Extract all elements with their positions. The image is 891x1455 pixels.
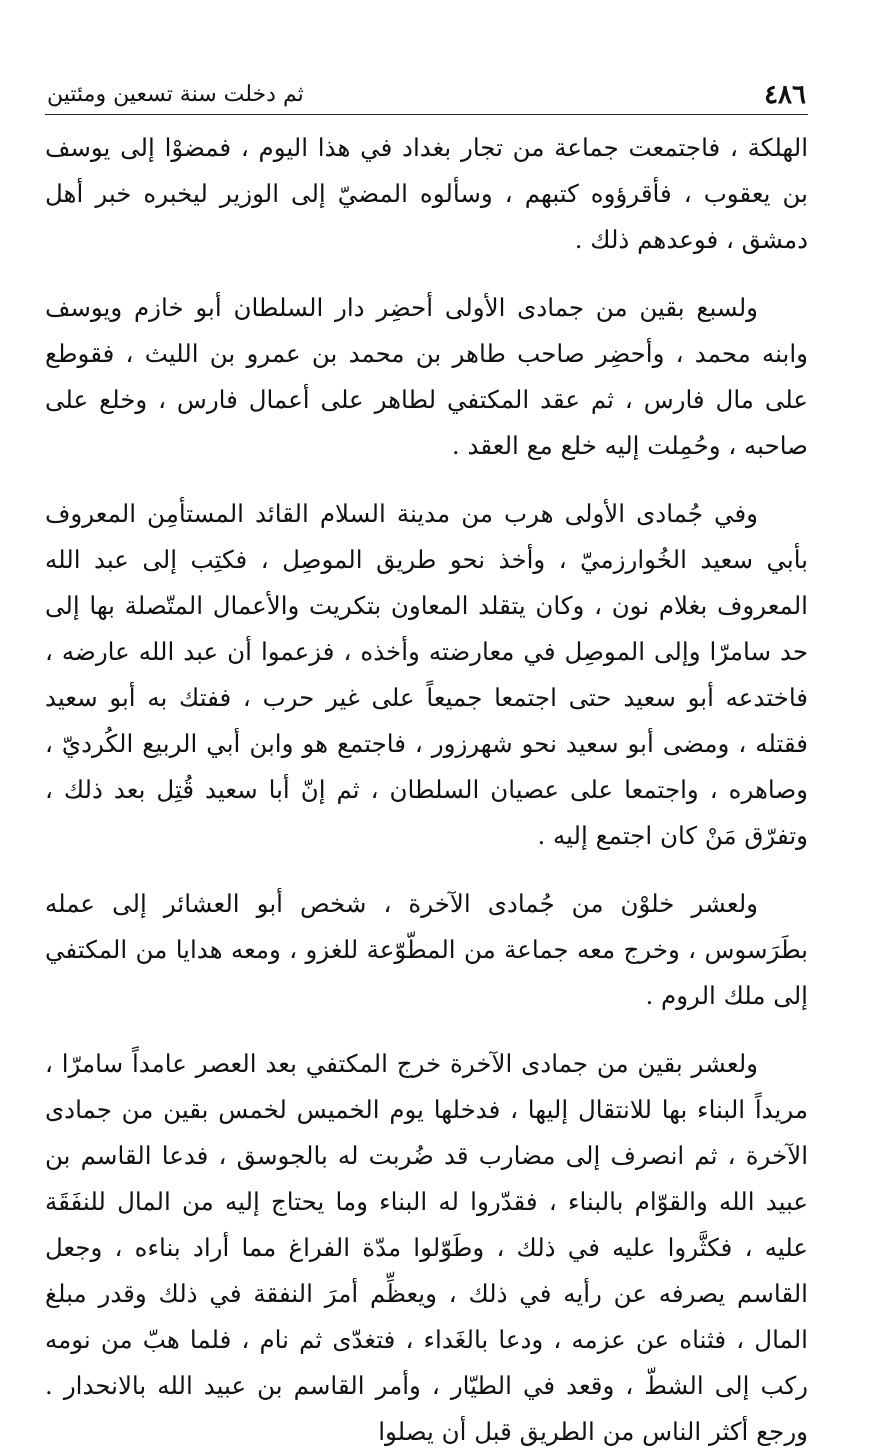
paragraph-2: ولسبع بقين من جمادى الأولى أحضِر دار السلطان أبو خازم ويوسف وابنه محمد ، وأحضِر صاحب طاهر بن محمد بن عمرو بن الليث ، فقوطع على مال فارس ، ثم عقد المكتفي لطاهر على أعمال فارس ، وخلع على صاحبه ، وحُمِلت إليه خلع مع العقد . <box>45 293 808 460</box>
paragraph-3: وفي جُمادى الأولى هرب من مدينة السلام القائد المستأمِن المعروف بأبي سعيد الخُوارزميّ ، وأخذ نحو طريق الموصِل ، فكتِب إلى عبد الله المعروف بغلام نون ، وكان يتقلد المعاون بتكريت والأعمال المتّصلة بها إلى حد سامرّا وإلى الموصِل في معارضته وأخذه ، فزعموا أن عبد الله عارضه ، فاختدعه أبو سعيد حتى اجتمعا جميعاً على غير حرب ، ففتك به أبو سعيد فقتله ، ومضى أبو سعيد نحو شهرزور ، فاجتمع هو وابن أبي الربيع الكُرديّ ، وصاهره ، واجتمعا على عصيان السلطان ، ثم إنّ أبا سعيد قُتِل بعد ذلك ، وتفرّق مَنْ كان اجتمع إليه . <box>45 499 808 850</box>
book-page <box>45 78 808 1446</box>
running-title: ثم دخلت سنة تسعين ومئتين <box>47 82 304 107</box>
page-body <box>45 125 808 1455</box>
paragraph-5: ولعشر بقين من جمادى الآخرة خرج المكتفي بعد العصر عامداً سامرّا ، مريداً البناء بها للانتقال إليها ، فدخلها يوم الخميس لخمس بقين من جمادى الآخرة ، ثم انصرف إلى مضارب قد ضُربت له بالجوسق ، فدعا القاسم بن عبيد الله والقوّام بالبناء ، فقدّروا له البناء وما يحتاج إليه من المال للنفَقَة عليه ، فكثَّروا عليه في ذلك ، وطَوّلوا مدّة الفراغ مما أراد بناءه ، وجعل القاسم يصرفه عن رأيه في ذلك ، ويعظِّم أمرَ النفقة في ذلك وقدر مبلغ المال ، فثناه عن عزمه ، ودعا بالغَداء ، فتغدّى ثم نام ، فلما هبّ من نومه ركب إلى الشطّ ، وقعد في الطيّار ، وأمر القاسم بن عبيد الله بالانحدار . ورجع أكثر الناس من الطريق قبل أن يصلوا <box>45 1049 808 1446</box>
page-number: ٤٨٦ <box>764 80 806 110</box>
page-header <box>45 78 808 115</box>
paragraph-1: الهلكة ، فاجتمعت جماعة من تجار بغداد في هذا اليوم ، فمضوْا إلى يوسف بن يعقوب ، فأقرؤوه كتبهم ، وسألوه المضيّ إلى الوزير ليخبره خبر أهل دمشق ، فوعدهم ذلك . <box>45 133 808 254</box>
paragraph-4: ولعشر خلوْن من جُمادى الآخرة ، شخص أبو العشائر إلى عمله بطَرَسوس ، وخرج معه جماعة من المطّوّعة للغزو ، ومعه هدايا من المكتفي إلى ملك الروم . <box>45 889 808 1010</box>
